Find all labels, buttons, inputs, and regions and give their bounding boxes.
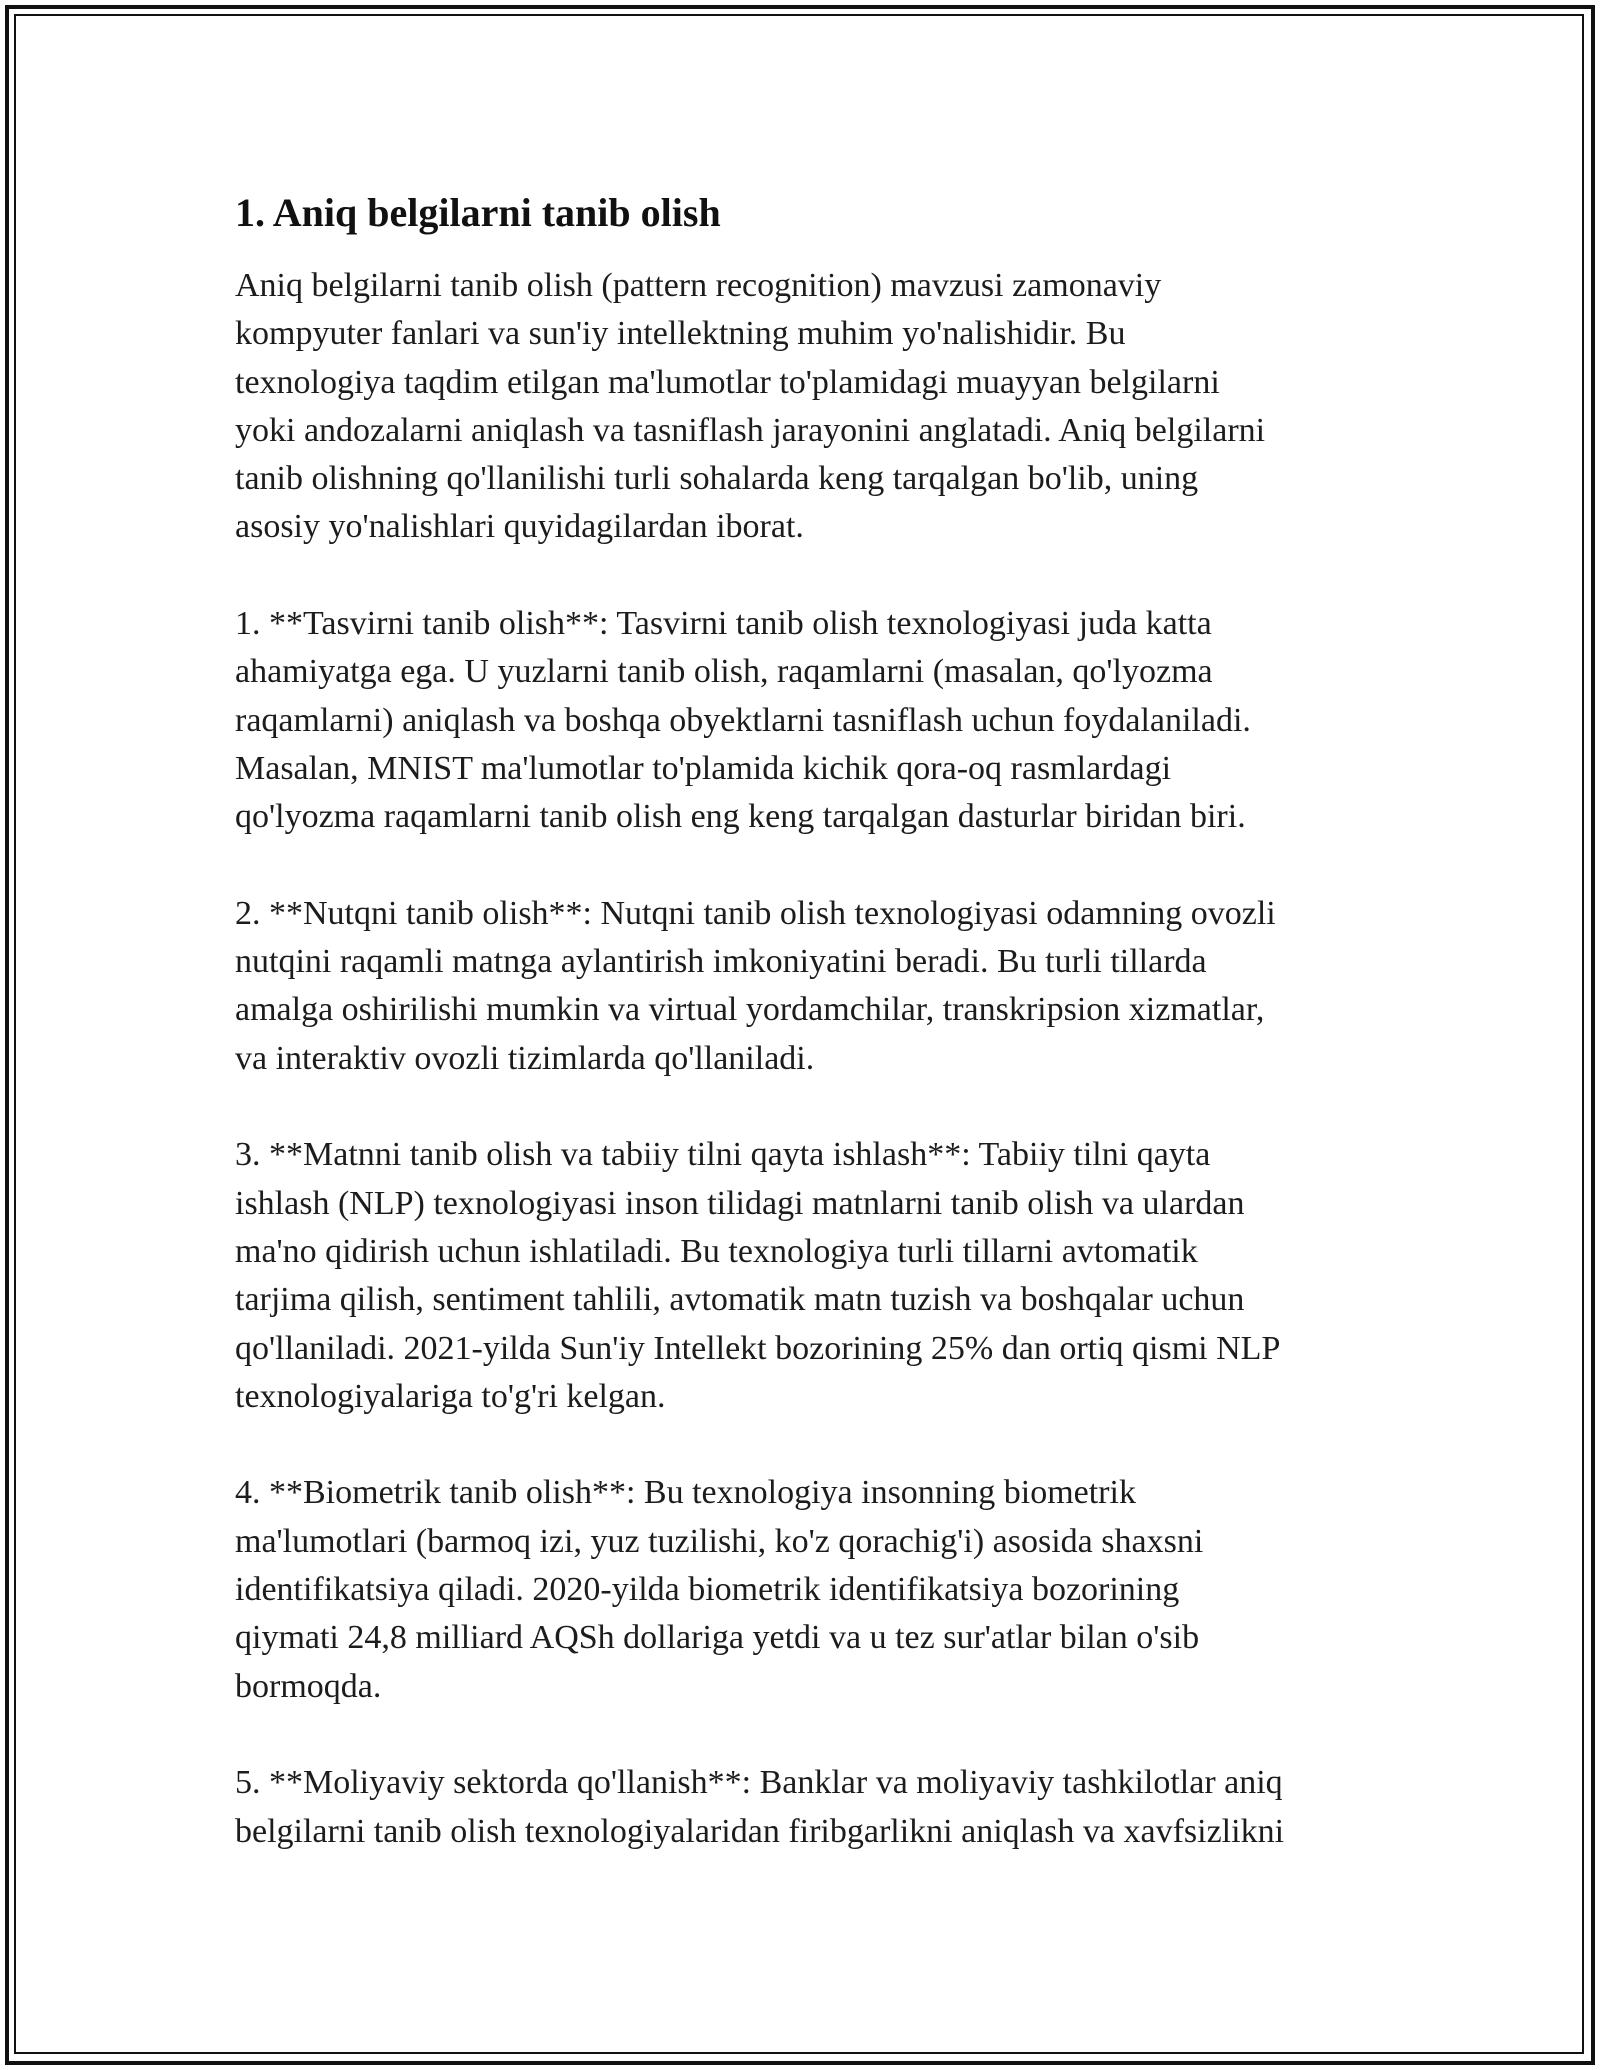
document-body bbox=[235, 186, 1385, 1856]
list-item-financial bbox=[235, 1759, 1385, 1856]
text-line: identifikatsiya qiladi. 2020-yilda biometrik identifikatsiya bozorining bbox=[235, 1571, 1180, 1609]
text-line: kompyuter fanlari va sun'iy intellektning muhim yo'nalishidir. Bu bbox=[235, 315, 1126, 353]
text-line: ishlash (NLP) texnologiyasi inson tilidagi matnlarni tanib olish va ulardan bbox=[235, 1184, 1245, 1222]
text-line: 4. **Biometrik tanib olish**: Bu texnologiya insonning biometrik bbox=[235, 1474, 1136, 1512]
text-line: raqamlarni) aniqlash va boshqa obyektlarni tasniflash uchun foydalaniladi. bbox=[235, 701, 1251, 739]
text-line: amalga oshirilishi mumkin va virtual yordamchilar, transkripsion xizmatlar, bbox=[235, 991, 1265, 1029]
text-line: asosiy yo'nalishlari quyidagilardan iborat. bbox=[235, 508, 804, 546]
text-line: tanib olishning qo'llanilishi turli sohalarda keng tarqalgan bo'lib, uning bbox=[235, 460, 1199, 498]
text-line: Masalan, MNIST ma'lumotlar to'plamida kichik qora-oq rasmlardagi bbox=[235, 749, 1172, 787]
text-line: yoki andozalarni aniqlash va tasniflash jarayonini anglatadi. Aniq belgilarni bbox=[235, 411, 1266, 449]
intro-paragraph bbox=[235, 262, 1385, 552]
list-item-speech-recognition bbox=[235, 890, 1385, 1083]
section-title: 1. Aniq belgilarni tanib olish bbox=[235, 190, 721, 235]
text-line: texnologiya taqdim etilgan ma'lumotlar to'plamidagi muayyan belgilarni bbox=[235, 363, 1220, 401]
text-line: 3. **Matnni tanib olish va tabiiy tilni qayta ishlash**: Tabiiy tilni qayta bbox=[235, 1136, 1211, 1174]
text-line: 2. **Nutqni tanib olish**: Nutqni tanib olish texnologiyasi odamning ovozli bbox=[235, 894, 1276, 932]
text-line: bormoqda. bbox=[235, 1667, 382, 1705]
text-line: nutqini raqamli matnga aylantirish imkoniyatini beradi. Bu turli tillarda bbox=[235, 943, 1207, 981]
text-line: qiymati 24,8 milliard AQSh dollariga yetdi va u tez sur'atlar bilan o'sib bbox=[235, 1619, 1200, 1657]
text-line: texnologiyalariga to'g'ri kelgan. bbox=[235, 1377, 666, 1415]
text-line: tarjima qilish, sentiment tahlili, avtomatik matn tuzish va boshqalar uchun bbox=[235, 1281, 1245, 1319]
text-line: Aniq belgilarni tanib olish (pattern recognition) mavzusi zamonaviy bbox=[235, 267, 1162, 304]
text-line: belgilarni tanib olish texnologiyalaridan firibgarlikni aniqlash va xavfsizlikni bbox=[235, 1812, 1285, 1850]
text-line: 1. **Tasvirni tanib olish**: Tasvirni tanib olish texnologiyasi juda katta bbox=[235, 605, 1212, 643]
list-item-text-nlp bbox=[235, 1131, 1385, 1421]
text-line: va interaktiv ovozli tizimlarda qo'llaniladi. bbox=[235, 1039, 815, 1077]
text-line: 5. **Moliyaviy sektorda qo'llanish**: Banklar va moliyaviy tashkilotlar aniq bbox=[235, 1764, 1283, 1802]
text-line: ahamiyatga ega. U yuzlarni tanib olish, raqamlarni (masalan, qo'lyozma bbox=[235, 653, 1213, 691]
text-line: qo'lyozma raqamlarni tanib olish eng keng tarqalgan dasturlar biridan biri. bbox=[235, 798, 1246, 836]
text-line: ma'no qidirish uchun ishlatiladi. Bu texnologiya turli tillarni avtomatik bbox=[235, 1232, 1198, 1270]
text-line: ma'lumotlari (barmoq izi, yuz tuzilishi, ko'z qorachig'i) asosida shaxsni bbox=[235, 1522, 1204, 1560]
list-item-image-recognition bbox=[235, 600, 1385, 841]
list-item-biometric bbox=[235, 1469, 1385, 1710]
text-line: qo'llaniladi. 2021-yilda Sun'iy Intellekt bozorining 25% dan ortiq qismi NLP bbox=[235, 1329, 1281, 1367]
